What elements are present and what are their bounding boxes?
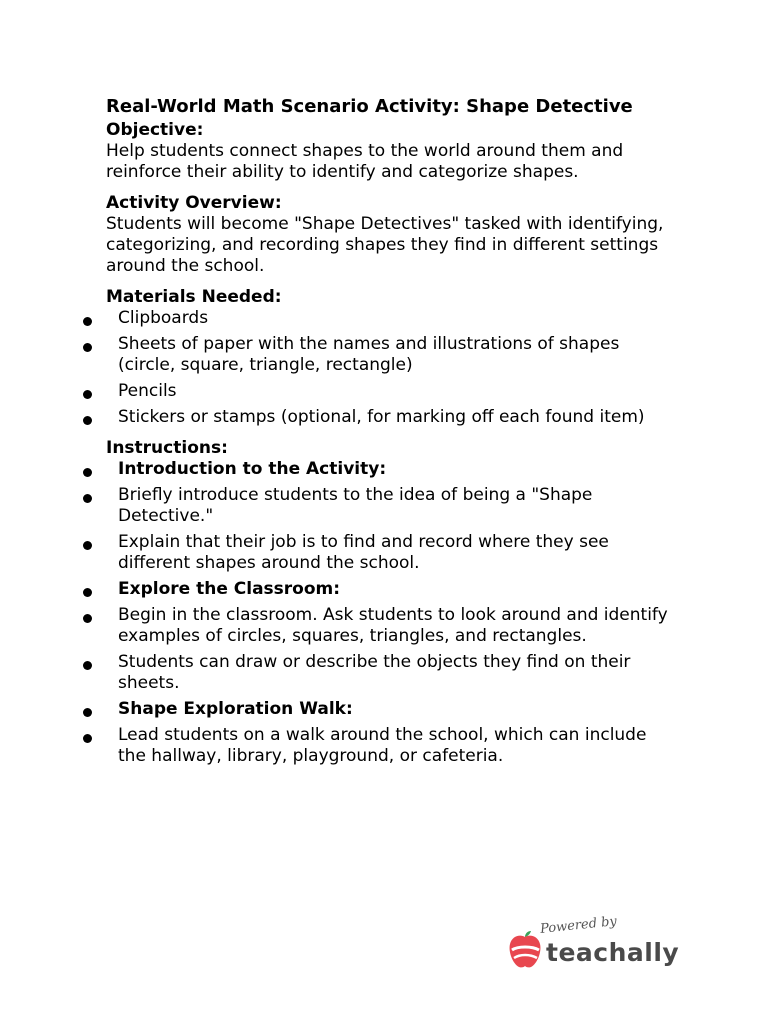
materials-heading: Materials Needed: — [106, 287, 282, 307]
bullet-icon — [83, 317, 92, 326]
apple-icon — [506, 930, 544, 970]
list-item: Pencils — [94, 381, 676, 402]
instructions-list — [94, 459, 676, 767]
list-item: Stickers or stamps (optional, for marking off each found item) — [94, 407, 676, 428]
bullet-icon — [83, 734, 92, 743]
bullet-icon — [83, 708, 92, 717]
bullet-icon — [83, 494, 92, 503]
materials-list — [94, 308, 676, 428]
list-item: Explain that their job is to find and record where they see different shapes around the school. — [94, 532, 676, 574]
bullet-icon — [83, 416, 92, 425]
teachally-logo — [506, 914, 680, 974]
objective-heading: Objective: — [106, 120, 204, 140]
overview-heading: Activity Overview: — [106, 193, 282, 213]
powered-by-label: Powered by — [539, 914, 618, 937]
bullet-icon — [83, 541, 92, 550]
bullet-icon — [83, 468, 92, 477]
list-item: Lead students on a walk around the school, which can include the hallway, library, playground, or cafeteria. — [94, 725, 676, 767]
list-item: Briefly introduce students to the idea of being a "Shape Detective." — [94, 485, 676, 527]
document-title: Real-World Math Scenario Activity: Shape Detective — [106, 96, 633, 117]
document-body — [106, 96, 676, 772]
list-item: Clipboards — [94, 308, 676, 329]
brand-name: teachally — [546, 938, 680, 967]
list-item: Introduction to the Activity: — [94, 459, 676, 480]
bullet-icon — [83, 390, 92, 399]
instructions-heading: Instructions: — [106, 438, 228, 458]
bullet-icon — [83, 661, 92, 670]
objective-text: Help students connect shapes to the world around them and reinforce their ability to identify and categorize shapes. — [106, 141, 624, 182]
bullet-icon — [83, 343, 92, 352]
list-item: Begin in the classroom. Ask students to look around and identify examples of circles, squares, triangles, and rectangles. — [94, 605, 676, 647]
list-item: Students can draw or describe the objects they find on their sheets. — [94, 652, 676, 694]
list-item: Sheets of paper with the names and illustrations of shapes (circle, square, triangle, rectangle) — [94, 334, 676, 376]
bullet-icon — [83, 588, 92, 597]
list-item: Shape Exploration Walk: — [94, 699, 676, 720]
overview-text: Students will become "Shape Detectives" tasked with identifying, categorizing, and recording shapes they find in different settings around the school. — [106, 214, 664, 276]
bullet-icon — [83, 614, 92, 623]
list-item: Explore the Classroom: — [94, 579, 676, 600]
